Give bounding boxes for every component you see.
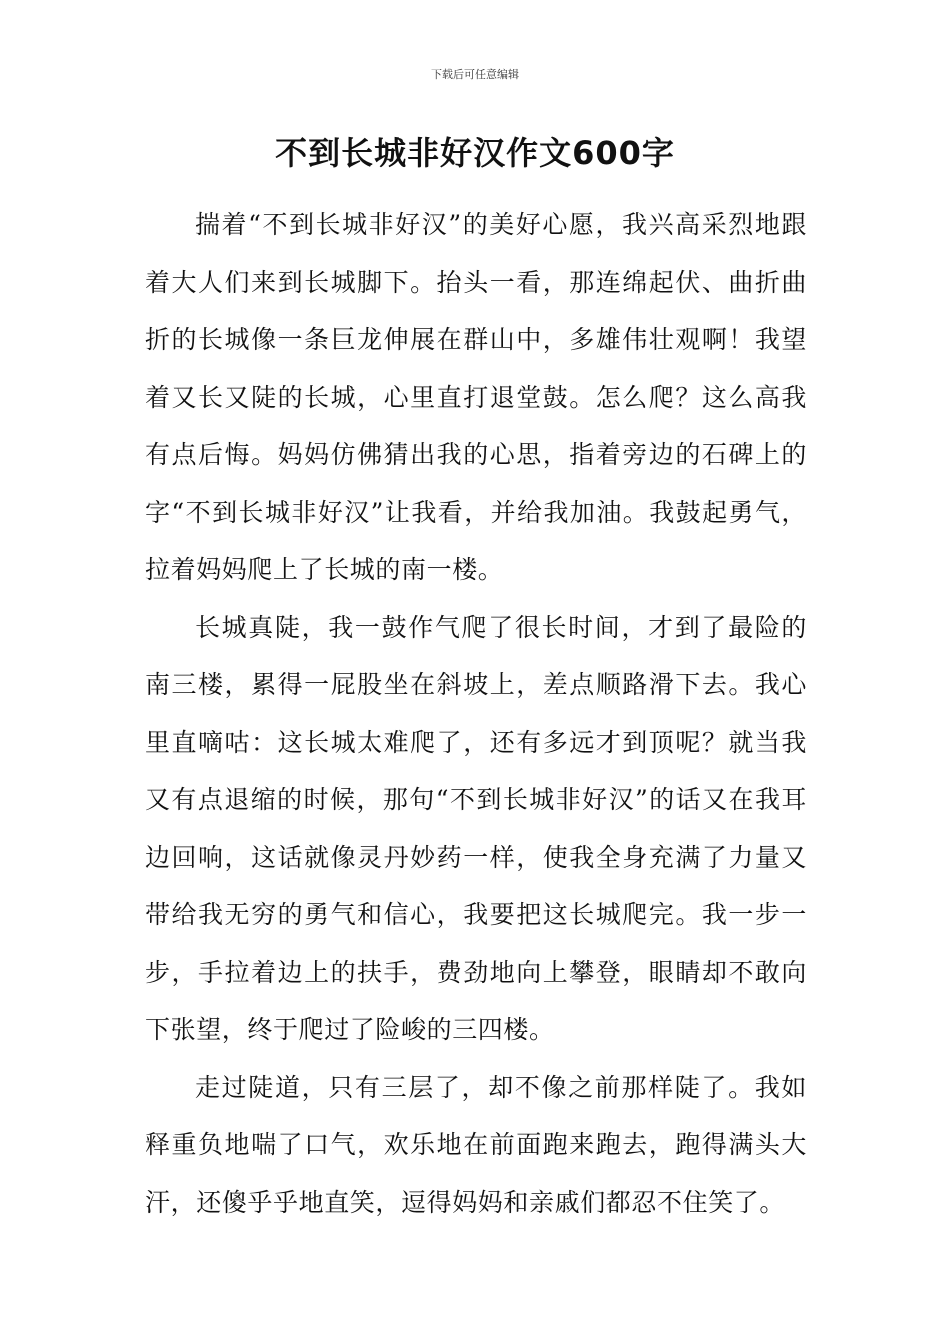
paragraph-2: 长城真陡，我一鼓作气爬了很长时间，才到了最险的南三楼，累得一屁股坐在斜坡上，差点顺路滑下去。我心里直嘀咕：这长城太难爬了，还有多远才到顶呢？就当我又有点退缩的时候，那句“不到长城非好汉”的话又在我耳边回响，这话就像灵丹妙药一样，使我全身充满了力量又带给我无穷的勇气和信心，我要把这长城爬完。我一步一步，手拉着边上的扶手，费劲地向上攀登，眼睛却不敢向下张望，终于爬过了险峻的三四楼。	[145, 612, 807, 1044]
header-note: 下载后可任意编辑	[431, 68, 519, 81]
document-body	[145, 196, 807, 1231]
paragraph-3: 走过陡道，只有三层了，却不像之前那样陡了。我如释重负地喘了口气，欢乐地在前面跑来跑去，跑得满头大汗，还傻乎乎地直笑，逗得妈妈和亲戚们都忍不住笑了。	[145, 1072, 807, 1217]
document-title: 不到长城非好汉作文600字	[275, 134, 675, 172]
paragraph-1: 揣着“不到长城非好汉”的美好心愿，我兴高采烈地跟着大人们来到长城脚下。抬头一看，那连绵起伏、曲折曲折的长城像一条巨龙伸展在群山中，多雄伟壮观啊！我望着又长又陡的长城，心里直打退堂鼓。怎么爬？这么高我有点后悔。妈妈仿佛猜出我的心思，指着旁边的石碑上的字“不到长城非好汉”让我看，并给我加油。我鼓起勇气，拉着妈妈爬上了长城的南一楼。	[145, 210, 807, 584]
